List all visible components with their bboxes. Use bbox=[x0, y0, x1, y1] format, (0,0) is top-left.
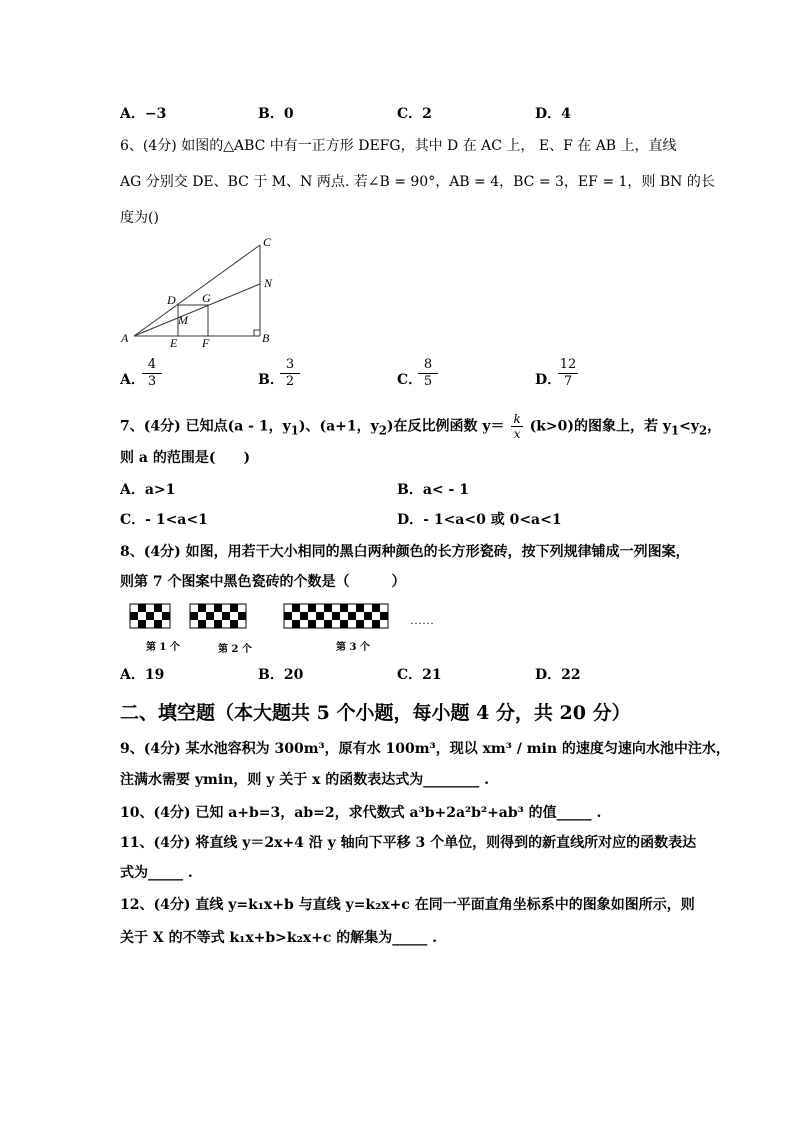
q8-option-b: B．20 bbox=[258, 667, 304, 683]
q8-ellipsis: …… bbox=[410, 613, 434, 627]
q12-stem-line2: 关于 X 的不等式 k₁x+b>k₂x+c 的解集为_____ . bbox=[120, 930, 437, 946]
q6-option-b-letter: B． bbox=[258, 372, 284, 388]
q7-option-c: C．- 1<a<1 bbox=[120, 512, 208, 528]
q5-option-a: A．−3 bbox=[120, 106, 167, 122]
denominator: 2 bbox=[285, 374, 295, 389]
numerator: 3 bbox=[280, 357, 300, 374]
numerator: 8 bbox=[418, 357, 438, 374]
label-c: C bbox=[263, 235, 272, 249]
q9-stem-line2: 注满水需要 ymin，则 y 关于 x 的函数表达式为________ . bbox=[120, 772, 490, 788]
q8-caption-1: 第 1 个 bbox=[146, 642, 180, 653]
denominator: 7 bbox=[563, 374, 573, 389]
q7-fraction: $\frac{k}{x}$ bbox=[513, 412, 521, 441]
q8-option-a: A．19 bbox=[120, 667, 165, 683]
label-e: E bbox=[170, 336, 178, 350]
q5-option-b: B．0 bbox=[258, 106, 294, 122]
denominator: 3 bbox=[147, 374, 157, 389]
q8-stem-line1: 8、(4分) 如图，用若干大小相同的黑白两种颜色的长方形瓷砖，按下列规律铺成一列图案， bbox=[120, 544, 690, 560]
q7-option-a: A．a>1 bbox=[120, 482, 176, 498]
q6-option-d-fraction bbox=[558, 357, 578, 390]
q6-stem-line3: 度为() bbox=[120, 210, 159, 226]
label-g: G bbox=[202, 291, 211, 305]
section-2-title: 二、填空题（本大题共 5 个小题，每小题 4 分，共 20 分） bbox=[120, 702, 631, 724]
q6-stem-line2: AG 分别交 DE、BC 于 M、N 两点. 若∠B = 90°，AB = 4，BC = 3，EF = 1，则 BN 的长 bbox=[120, 174, 715, 190]
label-d: D bbox=[167, 293, 176, 307]
q6-option-c-letter: C． bbox=[397, 372, 423, 388]
label-f: F bbox=[202, 336, 210, 350]
q7-option-b: B．a< - 1 bbox=[397, 482, 469, 498]
q7-stem-line1: 7、(4分) 已知点(a - 1，$y_1$)、(a+1，$y_2$)在反比例函数 y＝ $\frac{k}{x}$ (k>0)的图象上，若 $y_1<y_2$， bbox=[120, 412, 722, 441]
q6-option-b-fraction bbox=[280, 357, 300, 390]
q5-option-d: D．4 bbox=[535, 106, 571, 122]
q7-option-d: D．- 1<a<0 或 0<a<1 bbox=[397, 512, 562, 528]
q6-option-d-letter: D． bbox=[535, 372, 562, 388]
q8-option-c: C．21 bbox=[397, 667, 442, 683]
label-n: N bbox=[264, 276, 273, 290]
numerator: 4 bbox=[142, 357, 162, 374]
q5-option-c: C．2 bbox=[397, 106, 432, 122]
q8-option-d: D．22 bbox=[535, 667, 581, 683]
numerator: 12 bbox=[559, 357, 577, 372]
q12-stem-line1: 12、(4分) 直线 y=k₁x+b 与直线 y=k₂x+c 在同一平面直角坐标系中的图象如图所示，则 bbox=[120, 897, 695, 913]
label-b: B bbox=[262, 331, 270, 345]
q11-stem-line2: 式为_____ . bbox=[120, 865, 193, 881]
q6-stem-line1: 6、(4分) 如图的△ABC 中有一正方形 DEFG，其中 D 在 AC 上， E、F 在 AB 上，直线 bbox=[120, 138, 677, 154]
q6-triangle-figure bbox=[118, 232, 288, 350]
q8-stem-line2: 则第 7 个图案中黑色瓷砖的个数是（ ） bbox=[120, 574, 406, 590]
q6-option-a-letter: A． bbox=[120, 372, 145, 388]
q8-tile-pattern-figure bbox=[128, 600, 448, 640]
q6-option-c-fraction bbox=[418, 357, 438, 390]
q9-stem-line1: 9、(4分) 某水池容积为 300m³，原有水 100m³，现以 xm³ / min 的速度匀速向水池中注水， bbox=[120, 741, 730, 757]
label-a: A bbox=[121, 331, 129, 345]
q8-caption-2: 第 2 个 bbox=[218, 644, 252, 655]
q10-stem: 10、(4分) 已知 a+b=3，ab=2，求代数式 a³b+2a²b²+ab³ 的值_____ . bbox=[120, 805, 602, 821]
q6-option-a-fraction bbox=[142, 357, 162, 390]
q11-stem-line1: 11、(4分) 将直线 y＝2x+4 沿 y 轴向下平移 3 个单位，则得到的新直线所对应的函数表达 bbox=[120, 835, 697, 851]
q7-stem-line2: 则 a 的范围是( ) bbox=[120, 450, 251, 466]
label-m: M bbox=[178, 313, 188, 327]
denominator: 5 bbox=[423, 374, 433, 389]
q8-caption-3: 第 3 个 bbox=[336, 642, 370, 653]
